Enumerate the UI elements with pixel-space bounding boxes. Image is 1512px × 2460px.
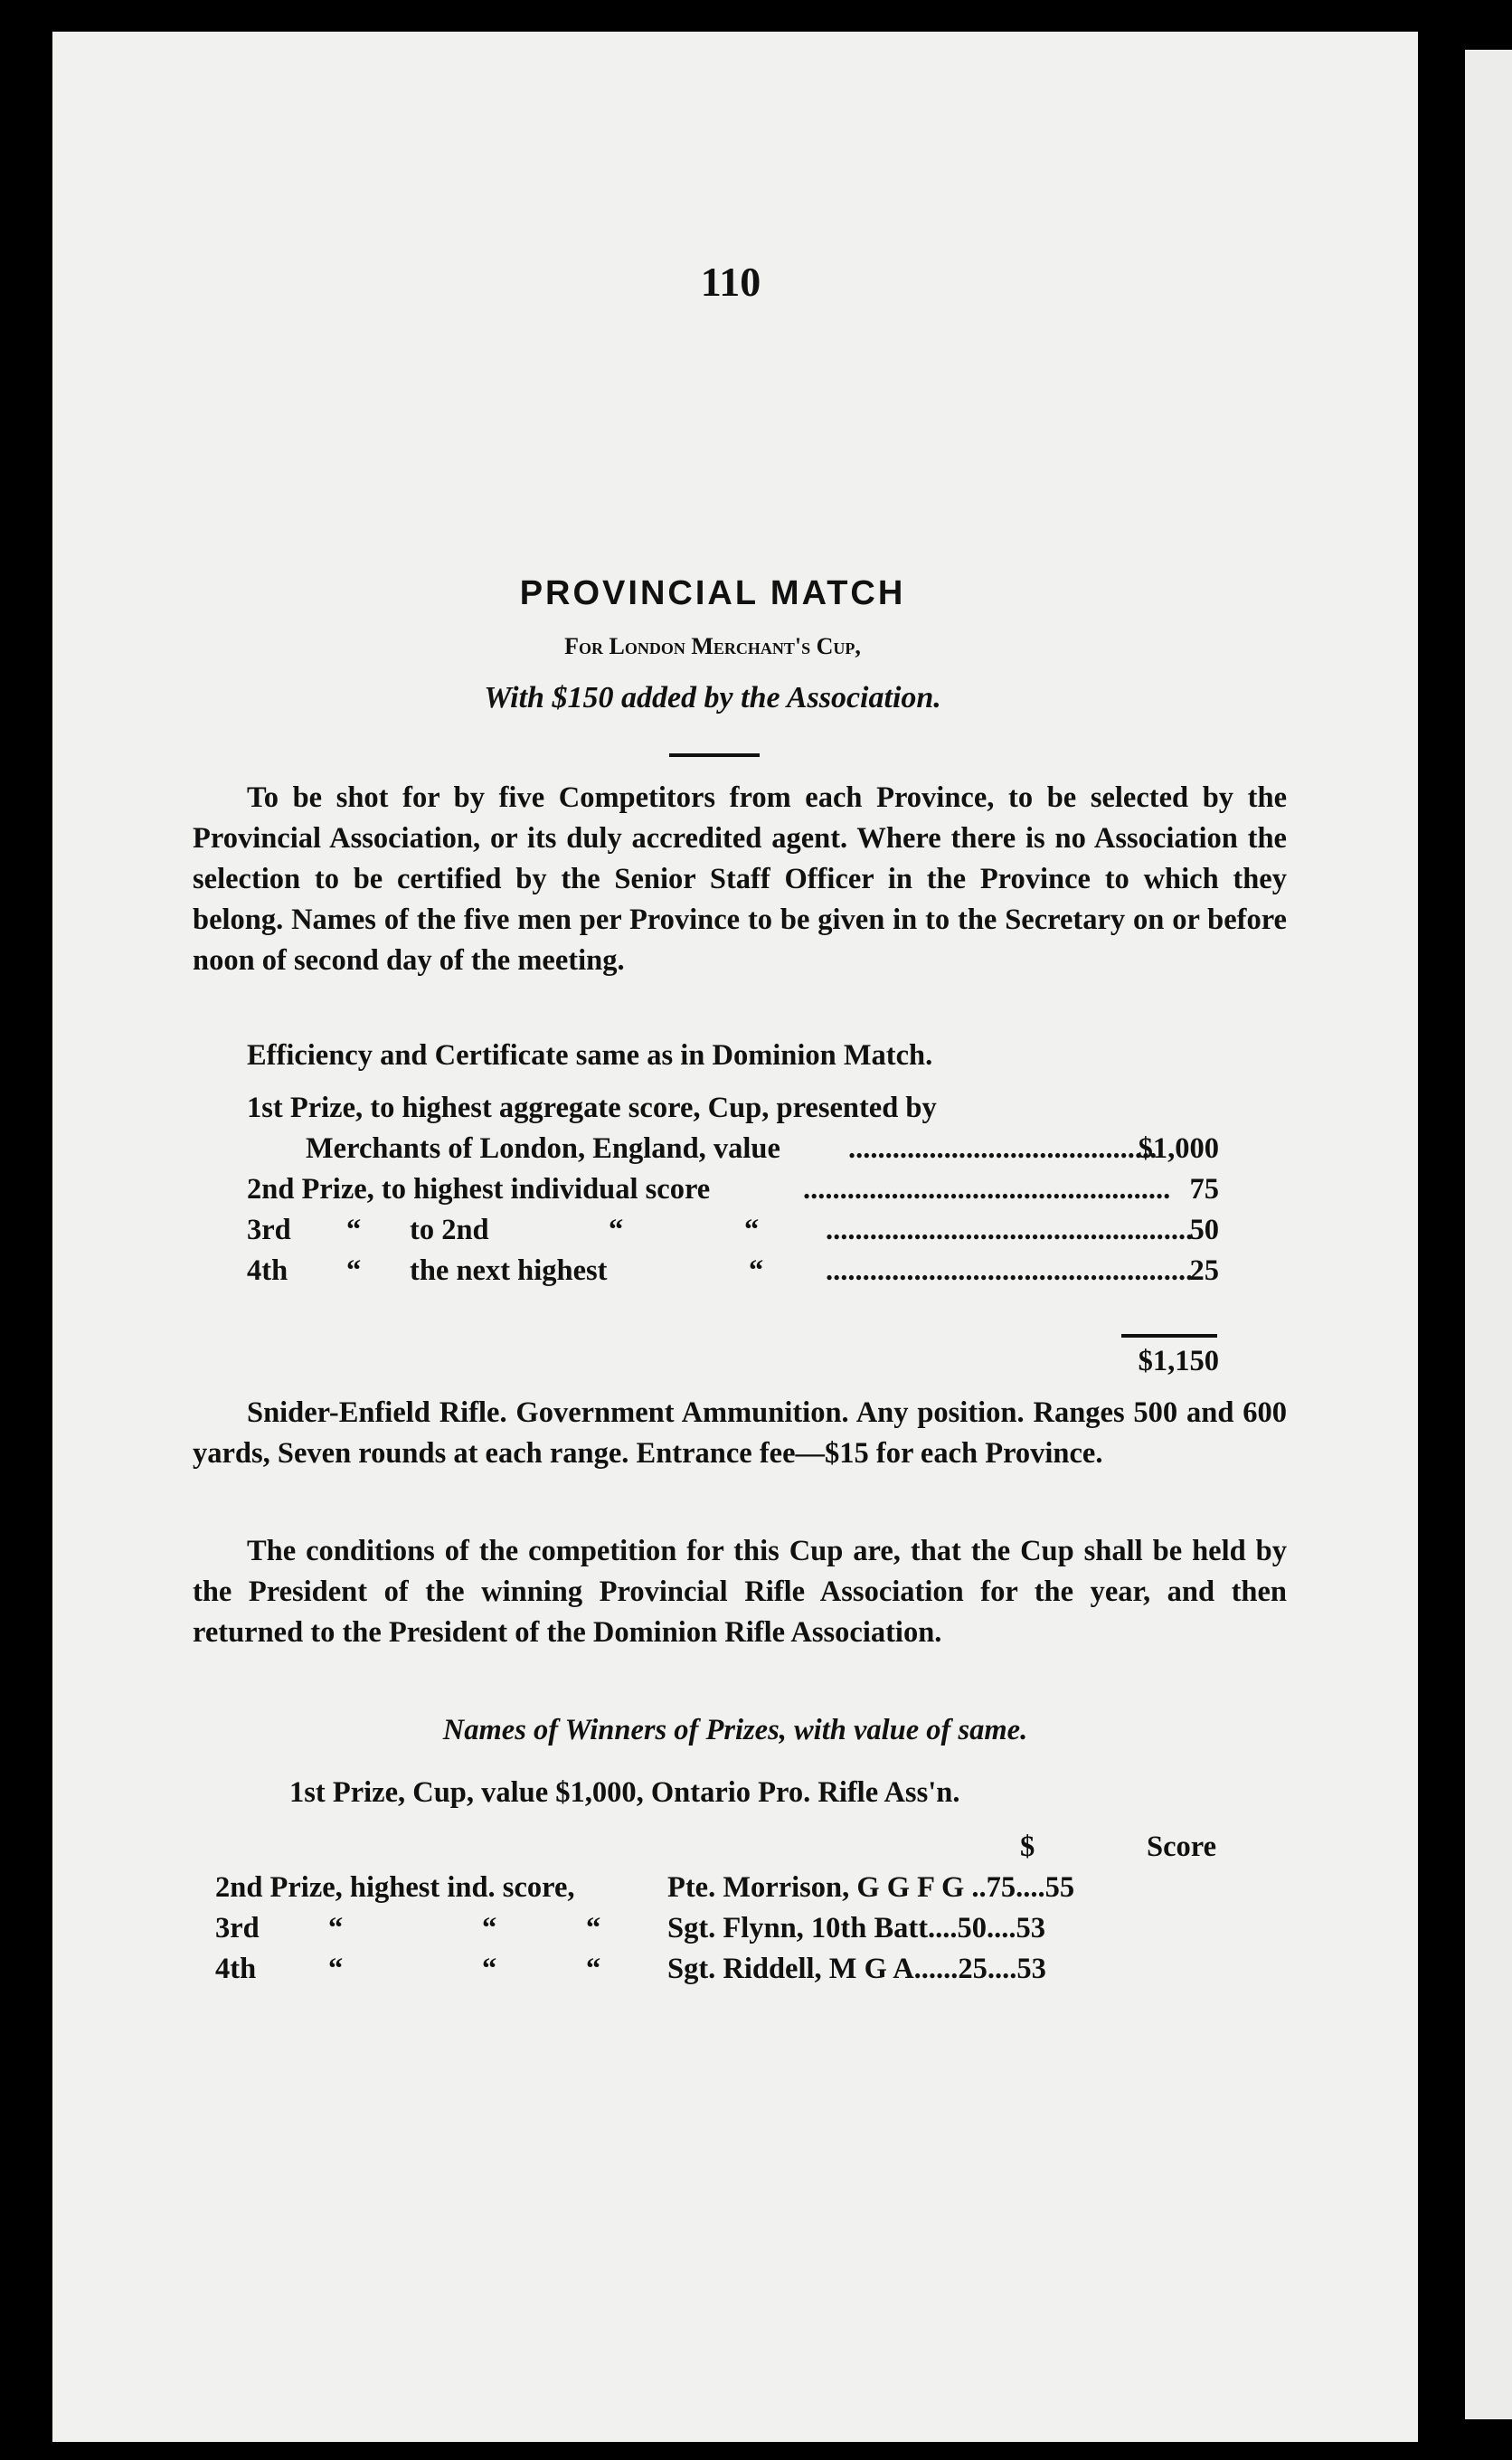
ditto-mark: “	[482, 1912, 497, 1944]
total-rule	[1121, 1334, 1217, 1338]
prize-total: $1,150	[1138, 1345, 1219, 1377]
third-prize-rank: 3rd	[247, 1214, 291, 1246]
winners-first-prize: 1st Prize, Cup, value $1,000, Ontario Pro. Rifle Ass'n.	[289, 1776, 960, 1809]
column-header-dollar: $	[1020, 1831, 1035, 1863]
ditto-mark: “	[482, 1953, 497, 1985]
winners-heading: Names of Winners of Prizes, with value of same.	[442, 1714, 1028, 1746]
leader-dots: ..................................................	[826, 1254, 1194, 1287]
efficiency-line: Efficiency and Certificate same as in Dominion Match.	[247, 1039, 933, 1072]
fourth-prize-amount: 25	[1189, 1254, 1219, 1287]
cup-subtitle: For London Merchant's Cup,	[564, 633, 861, 659]
second-prize-label: 2nd Prize, to highest individual score	[247, 1173, 711, 1206]
title-rule	[669, 753, 760, 757]
first-prize-amount: $1,000	[1138, 1132, 1219, 1165]
first-prize-line-1: 1st Prize, to highest aggregate score, Cup, presented by	[247, 1092, 937, 1124]
ditto-mark: “	[346, 1214, 362, 1246]
third-prize-desc: to 2nd	[410, 1214, 489, 1246]
ditto-mark: “	[744, 1214, 760, 1246]
winner-rank: 2nd Prize, highest ind. score,	[215, 1871, 575, 1904]
ditto-mark: “	[586, 1953, 601, 1985]
intro-paragraph	[193, 778, 1287, 981]
intro-paragraph-text: To be shot for by five Competitors from each Province, to be selected by the Provincial Association, or its duly accredited agent. Where there is no Association the selection to be certified by the Senior Staff Officer in the Province to which they belong. Names of the five men per Province to be given in to the Secretary on or before noon of second day of the meeting.	[193, 781, 1287, 977]
winner-entry: Pte. Morrison, G G F G ..75....55	[667, 1871, 1075, 1904]
winner-entry: Sgt. Riddell, M G A......25....53	[667, 1953, 1046, 1985]
ditto-mark: “	[328, 1912, 344, 1944]
fourth-prize-desc: the next highest	[410, 1254, 608, 1287]
winner-rank: 4th	[215, 1953, 257, 1985]
rifle-paragraph	[193, 1393, 1287, 1474]
first-prize-line-2: Merchants of London, England, value	[306, 1132, 780, 1165]
fourth-prize-rank: 4th	[247, 1254, 288, 1287]
ditto-mark: “	[609, 1214, 624, 1246]
leader-dots: ..........................................	[848, 1132, 1158, 1165]
book-page	[52, 32, 1418, 2442]
conditions-paragraph-text: The conditions of the competition for this Cup are, that the Cup shall be held by the President of the winning Provincial Rifle Association for the year, and then returned to the President of the Dominion Rifle Association.	[193, 1535, 1287, 1649]
rifle-paragraph-text: Snider-Enfield Rifle. Government Ammunition. Any position. Ranges 500 and 600 yards, Seven rounds at each range. Entrance fee—$15 for each Province.	[193, 1396, 1287, 1470]
adjacent-page-edge	[1465, 50, 1512, 2419]
ditto-mark: “	[328, 1953, 344, 1985]
winner-entry: Sgt. Flynn, 10th Batt....50....53	[667, 1912, 1046, 1944]
leader-dots: ..................................................	[803, 1173, 1171, 1206]
second-prize-amount: 75	[1189, 1173, 1219, 1206]
column-header-score: Score	[1147, 1831, 1217, 1863]
match-title: PROVINCIAL MATCH	[519, 574, 906, 612]
conditions-paragraph	[193, 1531, 1287, 1653]
page-number: 110	[700, 259, 761, 305]
ditto-mark: “	[346, 1254, 362, 1287]
winner-rank: 3rd	[215, 1912, 260, 1944]
ditto-mark: “	[749, 1254, 764, 1287]
added-amount-line: With $150 added by the Association.	[484, 681, 941, 714]
ditto-mark: “	[586, 1912, 601, 1944]
leader-dots: ..................................................	[826, 1214, 1194, 1246]
third-prize-amount: 50	[1189, 1214, 1219, 1246]
